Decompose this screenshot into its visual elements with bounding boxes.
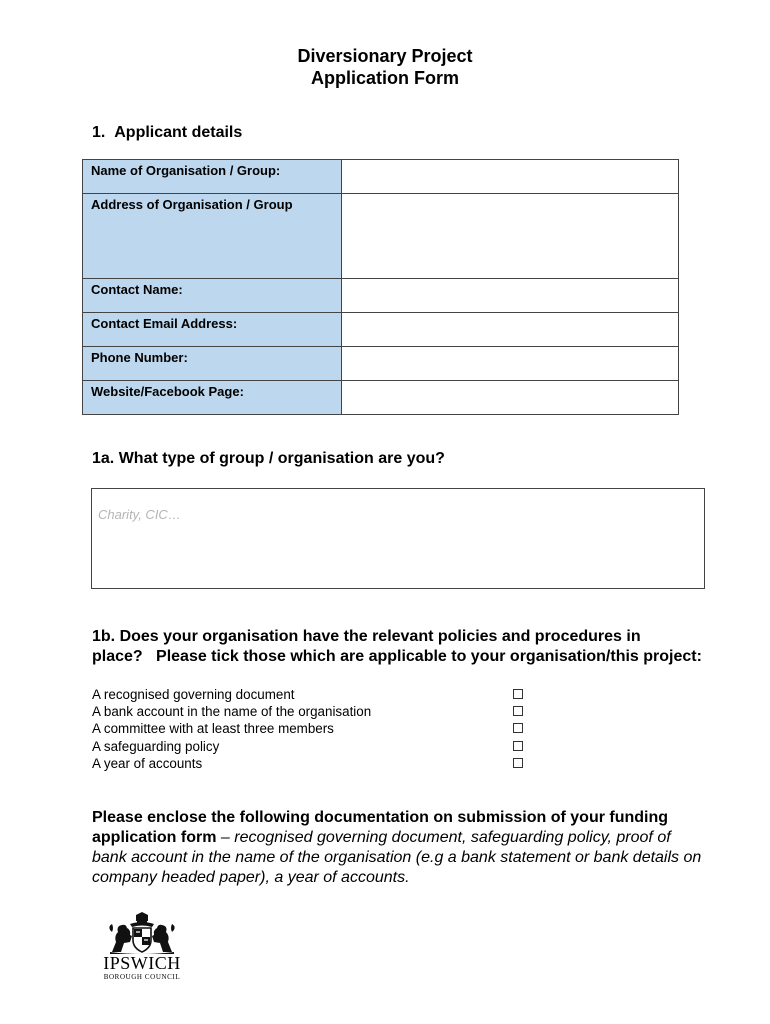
table-row <box>83 313 679 347</box>
list-item <box>92 703 532 720</box>
org-name-label: Name of Organisation / Group: <box>83 160 342 194</box>
title-line-1: Diversionary Project <box>297 46 473 66</box>
check-label: A year of accounts <box>92 755 203 771</box>
org-type-box[interactable] <box>91 488 705 589</box>
org-type-input[interactable] <box>98 507 688 522</box>
applicant-details-table <box>82 159 679 415</box>
table-row <box>83 381 679 415</box>
table-row <box>83 347 679 381</box>
crest-icon <box>106 912 178 954</box>
check-label: A recognised governing document <box>92 687 295 702</box>
list-item <box>92 738 532 755</box>
safeguarding-checkbox[interactable] <box>513 741 523 751</box>
title-line-2: Application Form <box>311 68 459 88</box>
section-1b-heading: 1b. Does your organisation have the relevant policies and procedures in place? Please tick those which are applicable to your organisation/this project: <box>92 628 702 665</box>
table-row <box>83 279 679 313</box>
org-name-field[interactable] <box>342 160 679 194</box>
bank-account-checkbox[interactable] <box>513 706 523 716</box>
phone-number-label: Phone Number: <box>83 347 342 381</box>
check-label: A bank account in the name of the organisation <box>92 704 372 720</box>
contact-name-label: Contact Name: <box>83 279 342 313</box>
logo-name: IPSWICH <box>103 953 181 973</box>
enclose-bold-text: Please enclose the following documentation on submission of your funding application form <box>92 809 669 846</box>
enclose-italic-text: – recognised governing document, safeguarding policy, proof of bank account in the name of the organisation (e.g a bank statement or bank details on company headed paper), a year of accounts. <box>92 829 702 886</box>
check-label: A safeguarding policy <box>92 738 220 754</box>
list-item <box>92 686 532 703</box>
logo-subtitle: BOROUGH COUNCIL <box>103 973 181 981</box>
section-1-heading: 1. Applicant details <box>92 124 243 141</box>
contact-name-field[interactable] <box>342 279 679 313</box>
policy-checklist <box>92 686 532 772</box>
accounts-checkbox[interactable] <box>513 758 523 768</box>
org-address-field[interactable] <box>342 194 679 279</box>
phone-number-field[interactable] <box>342 347 679 381</box>
document-title <box>0 45 770 89</box>
table-row <box>83 194 679 279</box>
org-address-label: Address of Organisation / Group <box>83 194 342 279</box>
list-item <box>92 720 532 737</box>
governing-document-checkbox[interactable] <box>513 689 523 699</box>
enclose-instructions <box>92 808 707 888</box>
check-label: A committee with at least three members <box>92 721 334 737</box>
ipswich-borough-council-logo <box>96 912 188 984</box>
section-1a-heading: 1a. What type of group / organisation are you? <box>92 450 445 467</box>
contact-email-field[interactable] <box>342 313 679 347</box>
table-row <box>83 160 679 194</box>
website-field[interactable] <box>342 381 679 415</box>
website-label: Website/Facebook Page: <box>83 381 342 415</box>
list-item <box>92 755 532 772</box>
contact-email-label: Contact Email Address: <box>83 313 342 347</box>
committee-checkbox[interactable] <box>513 723 523 733</box>
